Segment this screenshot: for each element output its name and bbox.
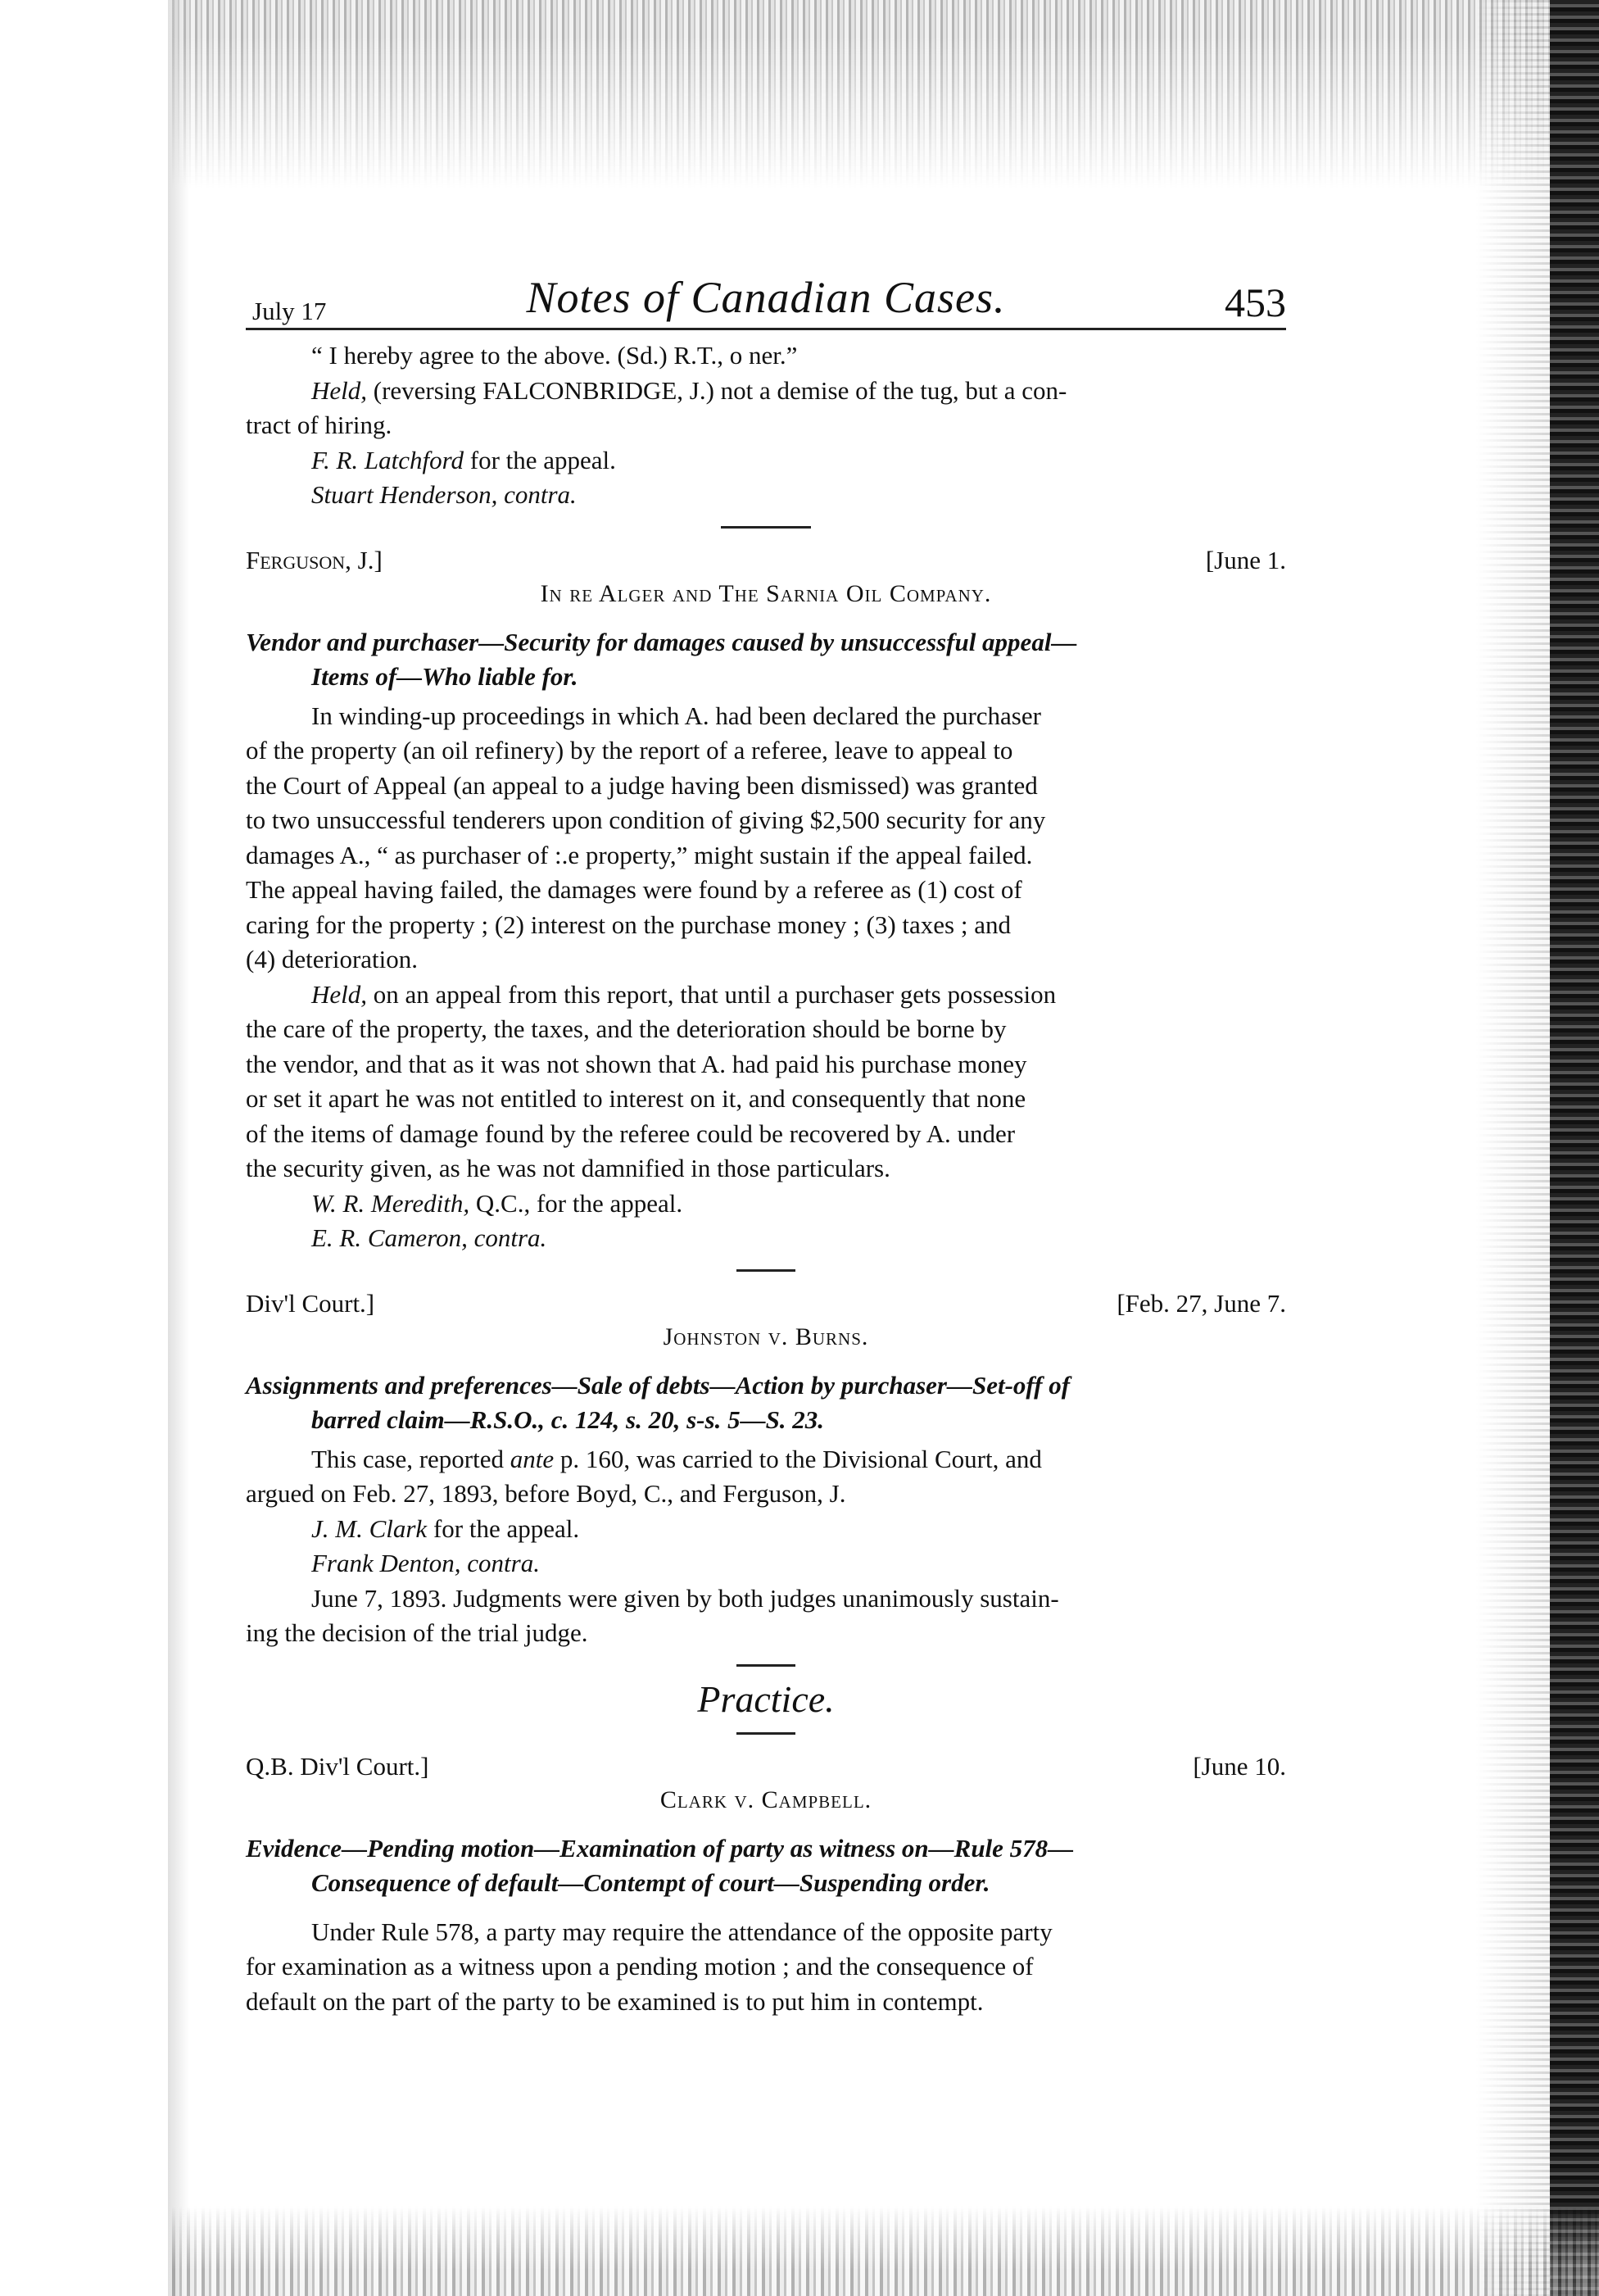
- body-line: of the items of damage found by the referee could be recovered by A. under: [246, 1119, 1016, 1148]
- counsel-name: F. R. Latchford: [311, 445, 464, 474]
- headnote-line: Consequence of default—Contempt of court—Suspending order.: [311, 1867, 990, 1897]
- body-line: the Court of Appeal (an appeal to a judge having been dismissed) was granted: [246, 770, 1038, 800]
- scan-shadow-right-fade: [1476, 0, 1550, 2296]
- counsel-role: for the appeal.: [427, 1513, 580, 1543]
- body-line: or set it apart he was not entitled to interest on it, and consequently that none: [246, 1084, 1026, 1113]
- headnote-line: Items of—Who liable for.: [311, 661, 578, 691]
- counsel-line: [246, 1187, 1286, 1222]
- body-line: damages A., “ as purchaser of :.e property,” might sustain if the appeal failed.: [246, 840, 1033, 869]
- counsel-contra: E. R. Cameron, contra.: [311, 1223, 547, 1252]
- scan-edge-right: [1550, 0, 1599, 2296]
- held-label: Held,: [311, 979, 368, 1009]
- scan-shadow-top: [172, 0, 1599, 188]
- counsel-contra: Stuart Henderson, contra.: [311, 480, 577, 509]
- body-line: [246, 1442, 1286, 1477]
- headnote: [246, 1831, 1286, 1900]
- body-line: the care of the property, the taxes, and the deterioration should be borne by: [246, 1014, 1007, 1043]
- quote-line: “ I hereby agree to the above. (Sd.) R.T., o ner.”: [311, 341, 798, 370]
- headnote-line: Vendor and purchaser—Security for damages caused by unsuccessful appeal—: [246, 627, 1077, 656]
- body-text-a: This case, reported: [311, 1444, 510, 1473]
- divider: [736, 1269, 795, 1272]
- body-line: of the property (an oil refinery) by the report of a referee, leave to appeal to: [246, 736, 1013, 765]
- held-text-cont: tract of hiring.: [246, 411, 392, 439]
- court-row: [246, 1286, 1286, 1321]
- divider: [736, 1664, 795, 1667]
- body-line: the security given, as he was not damnified in those particulars.: [246, 1154, 890, 1182]
- case-title: Clark v. Campbell.: [659, 1786, 872, 1813]
- headnote: [246, 1368, 1286, 1437]
- case-date: [June 1.: [1205, 545, 1286, 574]
- scan-shadow-bottom: [172, 2206, 1599, 2296]
- body-line: The appeal having failed, the damages were found by a referee as (1) cost of: [246, 875, 1022, 904]
- court-name: Q.B. Div'l Court.]: [246, 1751, 429, 1781]
- section-title: Practice.: [697, 1677, 835, 1720]
- held-label: Held,: [311, 375, 368, 405]
- case-body: [246, 1442, 1286, 1651]
- body-line: In winding-up proceedings in which A. had been declared the purchaser: [311, 701, 1041, 730]
- document-page: [246, 262, 1286, 2019]
- body-line: (4) deterioration.: [246, 945, 419, 973]
- body-line: the vendor, and that as it was not shown that A. had paid his purchase money: [246, 1049, 1027, 1078]
- running-header: [246, 262, 1286, 330]
- case-date: [Feb. 27, June 7.: [1117, 1288, 1286, 1318]
- body-text-b: p. 160, was carried to the Divisional Court, and: [554, 1444, 1042, 1473]
- held-text: (reversing FALCONBRIDGE, J.) not a demise of the tug, but a con-: [367, 375, 1067, 405]
- case-clark: [246, 1749, 1286, 2020]
- case-title: Johnston v. Burns.: [663, 1323, 869, 1350]
- case1-tail: [246, 338, 1286, 513]
- header-title: Notes of Canadian Cases.: [526, 273, 1006, 322]
- header-date: July 17: [252, 297, 327, 325]
- court-row: [246, 1749, 1286, 1784]
- judge-name: Ferguson, J.]: [246, 545, 383, 574]
- court-row: [246, 543, 1286, 578]
- counsel-name: J. M. Clark: [311, 1513, 428, 1543]
- page-number: 453: [1225, 279, 1286, 325]
- body-line: Under Rule 578, a party may require the attendance of the opposite party: [311, 1917, 1053, 1946]
- body-line: caring for the property ; (2) interest on the purchase money ; (3) taxes ; and: [246, 910, 1011, 939]
- case-johnston: [246, 1286, 1286, 1651]
- headnote-line: Evidence—Pending motion—Examination of party as witness on—Rule 578—: [246, 1833, 1074, 1863]
- body-line: to two unsuccessful tenderers upon condition of giving $2,500 security for any: [246, 805, 1046, 834]
- headnote: [246, 625, 1286, 694]
- held-line: [246, 374, 1286, 409]
- headnote-line: barred claim—R.S.O., c. 124, s. 20, s-s. 5—S. 23.: [311, 1404, 825, 1434]
- headnote-line: Assignments and preferences—Sale of debts—Action by purchaser—Set-off of: [246, 1370, 1071, 1400]
- held-text: on an appeal from this report, that until a purchaser gets possession: [367, 979, 1057, 1009]
- body-text-ante: ante: [510, 1444, 555, 1473]
- judgment-line: June 7, 1893. Judgments were given by both judges unanimously sustain-: [311, 1583, 1059, 1613]
- counsel-name: W. R. Meredith,: [311, 1188, 470, 1218]
- body-line: for examination as a witness upon a pending motion ; and the consequence of: [246, 1952, 1034, 1981]
- scan-shadow-left: [168, 0, 189, 2296]
- counsel-line: [246, 1512, 1286, 1547]
- counsel-line: [246, 443, 1286, 479]
- case-date: [June 10.: [1193, 1751, 1286, 1781]
- divider: [736, 1732, 795, 1735]
- case-alger: [246, 543, 1286, 1256]
- body-line: default on the part of the party to be examined is to put him in contempt.: [246, 1986, 984, 2016]
- counsel-contra: Frank Denton, contra.: [311, 1549, 540, 1577]
- held-line: [246, 978, 1286, 1013]
- counsel-role: for the appeal.: [464, 445, 616, 474]
- counsel-role: Q.C., for the appeal.: [469, 1188, 683, 1218]
- case-title: In re Alger and The Sarnia Oil Company.: [540, 579, 992, 607]
- divider: [721, 526, 811, 529]
- case-body: [246, 1915, 1286, 2020]
- case-body: [246, 699, 1286, 1256]
- court-name: Div'l Court.]: [246, 1288, 375, 1318]
- judgment-line: ing the decision of the trial judge.: [246, 1618, 588, 1647]
- body-line: argued on Feb. 27, 1893, before Boyd, C., and Ferguson, J.: [246, 1479, 846, 1508]
